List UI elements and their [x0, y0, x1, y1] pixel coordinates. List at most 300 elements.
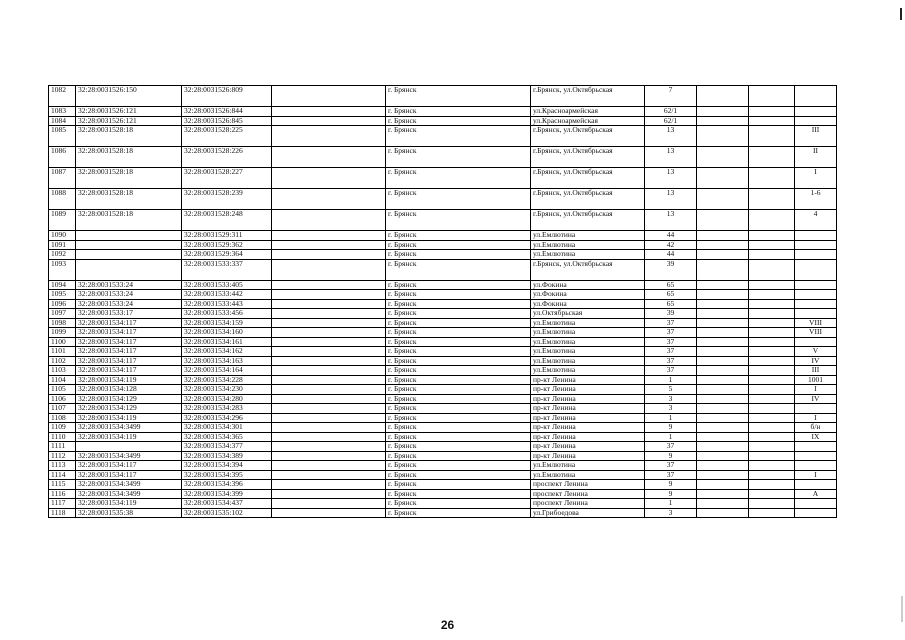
house-number-cell: 1 — [645, 375, 697, 385]
city-cell: г. Брянск — [386, 366, 531, 376]
object-cadastral-number-cell: 32:28:0031533:337 — [182, 259, 272, 280]
object-cadastral-number-cell: 32:28:0031534:280 — [182, 394, 272, 404]
street-address-cell: г.Брянск, ул.Октябрьская — [531, 126, 645, 147]
room-number-cell — [795, 250, 837, 260]
table-row — [49, 126, 837, 147]
blank-cell — [272, 189, 386, 210]
table-row — [49, 107, 837, 117]
parcel-cadastral-number-cell: 32:28:0031534:117 — [76, 328, 182, 338]
room-number-cell: 1001 — [795, 375, 837, 385]
row-number-cell: 1107 — [49, 404, 76, 414]
house-number-cell: 39 — [645, 259, 697, 280]
house-number-cell: 42 — [645, 240, 697, 250]
row-number-cell: 1093 — [49, 259, 76, 280]
object-cadastral-number-cell: 32:28:0031526:809 — [182, 86, 272, 107]
blank-cell — [749, 461, 795, 471]
blank-cell — [697, 375, 749, 385]
city-cell: г. Брянск — [386, 499, 531, 509]
blank-cell — [749, 404, 795, 414]
room-number-cell — [795, 116, 837, 126]
street-address-cell: г.Брянск, ул.Октябрьская — [531, 168, 645, 189]
blank-cell — [697, 432, 749, 442]
row-number-cell: 1094 — [49, 280, 76, 290]
blank-cell — [272, 290, 386, 300]
blank-cell — [749, 451, 795, 461]
blank-cell — [272, 451, 386, 461]
city-cell: г. Брянск — [386, 451, 531, 461]
parcel-cadastral-number-cell: 32:28:0031526:121 — [76, 116, 182, 126]
parcel-cadastral-number-cell — [76, 240, 182, 250]
street-address-cell: ул.Емлютина — [531, 240, 645, 250]
object-cadastral-number-cell: 32:28:0031534:399 — [182, 489, 272, 499]
row-number-cell: 1109 — [49, 423, 76, 433]
object-cadastral-number-cell: 32:28:0031528:225 — [182, 126, 272, 147]
city-cell: г. Брянск — [386, 404, 531, 414]
blank-cell — [749, 86, 795, 107]
blank-cell — [272, 347, 386, 357]
city-cell: г. Брянск — [386, 470, 531, 480]
object-cadastral-number-cell: 32:28:0031534:163 — [182, 356, 272, 366]
street-address-cell: г.Брянск, ул.Октябрьская — [531, 210, 645, 231]
blank-cell — [749, 280, 795, 290]
blank-cell — [749, 366, 795, 376]
city-cell: г. Брянск — [386, 508, 531, 518]
parcel-cadastral-number-cell: 32:28:0031533:24 — [76, 280, 182, 290]
street-address-cell: ул.Емлютина — [531, 366, 645, 376]
blank-cell — [272, 394, 386, 404]
blank-cell — [697, 231, 749, 241]
blank-cell — [697, 280, 749, 290]
house-number-cell: 13 — [645, 126, 697, 147]
blank-cell — [697, 356, 749, 366]
city-cell: г. Брянск — [386, 147, 531, 168]
object-cadastral-number-cell: 32:28:0031529:311 — [182, 231, 272, 241]
row-number-cell: 1097 — [49, 309, 76, 319]
object-cadastral-number-cell: 32:28:0031534:365 — [182, 432, 272, 442]
parcel-cadastral-number-cell: 32:28:0031534:129 — [76, 404, 182, 414]
street-address-cell: ул.Емлютина — [531, 337, 645, 347]
blank-cell — [697, 240, 749, 250]
table-row — [49, 309, 837, 319]
house-number-cell: 9 — [645, 423, 697, 433]
house-number-cell: 3 — [645, 508, 697, 518]
table-row — [49, 356, 837, 366]
blank-cell — [749, 189, 795, 210]
blank-cell — [697, 347, 749, 357]
city-cell: г. Брянск — [386, 250, 531, 260]
table-row — [49, 480, 837, 490]
street-address-cell: ул.Емлютина — [531, 250, 645, 260]
row-number-cell: 1096 — [49, 299, 76, 309]
row-number-cell: 1106 — [49, 394, 76, 404]
parcel-cadastral-number-cell: 32:28:0031534:129 — [76, 394, 182, 404]
blank-cell — [697, 489, 749, 499]
table-row — [49, 337, 837, 347]
parcel-cadastral-number-cell: 32:28:0031534:117 — [76, 461, 182, 471]
street-address-cell: проспект Ленина — [531, 489, 645, 499]
blank-cell — [749, 432, 795, 442]
blank-cell — [272, 107, 386, 117]
table-row — [49, 147, 837, 168]
city-cell: г. Брянск — [386, 210, 531, 231]
object-cadastral-number-cell: 32:28:0031529:364 — [182, 250, 272, 260]
house-number-cell: 37 — [645, 356, 697, 366]
city-cell: г. Брянск — [386, 299, 531, 309]
house-number-cell: 9 — [645, 489, 697, 499]
room-number-cell — [795, 86, 837, 107]
room-number-cell: VIII — [795, 318, 837, 328]
blank-cell — [272, 259, 386, 280]
object-cadastral-number-cell: 32:28:0031534:230 — [182, 385, 272, 395]
row-number-cell: 1082 — [49, 86, 76, 107]
table-row — [49, 299, 837, 309]
city-cell: г. Брянск — [386, 86, 531, 107]
object-cadastral-number-cell: 32:28:0031533:442 — [182, 290, 272, 300]
row-number-cell: 1100 — [49, 337, 76, 347]
city-cell: г. Брянск — [386, 442, 531, 452]
blank-cell — [272, 508, 386, 518]
room-number-cell: А — [795, 489, 837, 499]
blank-cell — [749, 499, 795, 509]
parcel-cadastral-number-cell: 32:28:0031534:3499 — [76, 480, 182, 490]
row-number-cell: 1086 — [49, 147, 76, 168]
table-row — [49, 116, 837, 126]
table-row — [49, 250, 837, 260]
table-row — [49, 259, 837, 280]
blank-cell — [272, 210, 386, 231]
room-number-cell — [795, 259, 837, 280]
row-number-cell: 1115 — [49, 480, 76, 490]
blank-cell — [749, 116, 795, 126]
street-address-cell: ул.Емлютина — [531, 470, 645, 480]
street-address-cell: ул.Емлютина — [531, 347, 645, 357]
row-number-cell: 1116 — [49, 489, 76, 499]
room-number-cell: V — [795, 347, 837, 357]
room-number-cell — [795, 299, 837, 309]
blank-cell — [697, 189, 749, 210]
registry-body — [49, 86, 837, 518]
house-number-cell: 9 — [645, 451, 697, 461]
row-number-cell: 1110 — [49, 432, 76, 442]
house-number-cell: 44 — [645, 231, 697, 241]
parcel-cadastral-number-cell — [76, 259, 182, 280]
street-address-cell: ул.Красноармейская — [531, 107, 645, 117]
parcel-cadastral-number-cell: 32:28:0031534:128 — [76, 385, 182, 395]
row-number-cell: 1091 — [49, 240, 76, 250]
blank-cell — [272, 328, 386, 338]
row-number-cell: 1098 — [49, 318, 76, 328]
blank-cell — [697, 508, 749, 518]
table-row — [49, 508, 837, 518]
room-number-cell — [795, 107, 837, 117]
row-number-cell: 1083 — [49, 107, 76, 117]
street-address-cell: ул.Фокина — [531, 280, 645, 290]
street-address-cell: ул.Емлютина — [531, 318, 645, 328]
room-number-cell — [795, 451, 837, 461]
street-address-cell: пр-кт Ленина — [531, 404, 645, 414]
parcel-cadastral-number-cell: 32:28:0031528:18 — [76, 210, 182, 231]
city-cell: г. Брянск — [386, 480, 531, 490]
blank-cell — [697, 309, 749, 319]
house-number-cell: 9 — [645, 480, 697, 490]
room-number-cell: б/н — [795, 423, 837, 433]
row-number-cell: 1099 — [49, 328, 76, 338]
object-cadastral-number-cell: 32:28:0031528:227 — [182, 168, 272, 189]
row-number-cell: 1101 — [49, 347, 76, 357]
parcel-cadastral-number-cell: 32:28:0031528:18 — [76, 147, 182, 168]
table-row — [49, 168, 837, 189]
row-number-cell: 1112 — [49, 451, 76, 461]
blank-cell — [749, 470, 795, 480]
city-cell: г. Брянск — [386, 461, 531, 471]
street-address-cell: пр-кт Ленина — [531, 413, 645, 423]
blank-cell — [272, 499, 386, 509]
parcel-cadastral-number-cell: 32:28:0031534:3499 — [76, 423, 182, 433]
blank-cell — [272, 126, 386, 147]
parcel-cadastral-number-cell — [76, 231, 182, 241]
blank-cell — [272, 413, 386, 423]
blank-cell — [697, 147, 749, 168]
blank-cell — [697, 250, 749, 260]
room-number-cell — [795, 309, 837, 319]
blank-cell — [272, 404, 386, 414]
house-number-cell: 13 — [645, 210, 697, 231]
object-cadastral-number-cell: 32:28:0031528:239 — [182, 189, 272, 210]
room-number-cell — [795, 480, 837, 490]
blank-cell — [749, 442, 795, 452]
house-number-cell: 13 — [645, 168, 697, 189]
blank-cell — [697, 404, 749, 414]
object-cadastral-number-cell: 32:28:0031528:248 — [182, 210, 272, 231]
blank-cell — [697, 259, 749, 280]
city-cell: г. Брянск — [386, 489, 531, 499]
row-number-cell: 1111 — [49, 442, 76, 452]
row-number-cell: 1092 — [49, 250, 76, 260]
object-cadastral-number-cell: 32:28:0031534:296 — [182, 413, 272, 423]
object-cadastral-number-cell: 32:28:0031534:389 — [182, 451, 272, 461]
row-number-cell: 1117 — [49, 499, 76, 509]
room-number-cell: IV — [795, 394, 837, 404]
blank-cell — [697, 413, 749, 423]
blank-cell — [272, 168, 386, 189]
street-address-cell: ул.Емлютина — [531, 461, 645, 471]
table-row — [49, 489, 837, 499]
parcel-cadastral-number-cell: 32:28:0031526:150 — [76, 86, 182, 107]
street-address-cell: ул.Фокина — [531, 299, 645, 309]
blank-cell — [272, 231, 386, 241]
street-address-cell: г.Брянск, ул.Октябрьская — [531, 189, 645, 210]
parcel-cadastral-number-cell: 32:28:0031533:24 — [76, 290, 182, 300]
blank-cell — [749, 489, 795, 499]
blank-cell — [697, 328, 749, 338]
blank-cell — [749, 356, 795, 366]
street-address-cell: ул.Емлютина — [531, 356, 645, 366]
table-row — [49, 86, 837, 107]
blank-cell — [697, 107, 749, 117]
room-number-cell: I — [795, 168, 837, 189]
blank-cell — [272, 147, 386, 168]
city-cell: г. Брянск — [386, 394, 531, 404]
object-cadastral-number-cell: 32:28:0031533:405 — [182, 280, 272, 290]
house-number-cell: 65 — [645, 280, 697, 290]
house-number-cell: 1 — [645, 413, 697, 423]
object-cadastral-number-cell: 32:28:0031535:102 — [182, 508, 272, 518]
parcel-cadastral-number-cell: 32:28:0031534:119 — [76, 432, 182, 442]
blank-cell — [697, 210, 749, 231]
room-number-cell — [795, 404, 837, 414]
street-address-cell: пр-кт Ленина — [531, 375, 645, 385]
object-cadastral-number-cell: 32:28:0031528:226 — [182, 147, 272, 168]
street-address-cell: пр-кт Ленина — [531, 451, 645, 461]
object-cadastral-number-cell: 32:28:0031534:394 — [182, 461, 272, 471]
blank-cell — [272, 470, 386, 480]
blank-cell — [697, 290, 749, 300]
blank-cell — [272, 86, 386, 107]
row-number-cell: 1084 — [49, 116, 76, 126]
house-number-cell: 1 — [645, 432, 697, 442]
city-cell: г. Брянск — [386, 107, 531, 117]
table-row — [49, 210, 837, 231]
parcel-cadastral-number-cell: 32:28:0031534:119 — [76, 375, 182, 385]
house-number-cell: 39 — [645, 309, 697, 319]
parcel-cadastral-number-cell: 32:28:0031528:18 — [76, 126, 182, 147]
row-number-cell: 1095 — [49, 290, 76, 300]
blank-cell — [749, 210, 795, 231]
parcel-cadastral-number-cell: 32:28:0031534:3499 — [76, 451, 182, 461]
parcel-cadastral-number-cell: 32:28:0031534:117 — [76, 337, 182, 347]
street-address-cell: ул.Октябрьская — [531, 309, 645, 319]
blank-cell — [749, 337, 795, 347]
table-row — [49, 280, 837, 290]
room-number-cell: VIII — [795, 328, 837, 338]
object-cadastral-number-cell: 32:28:0031534:395 — [182, 470, 272, 480]
parcel-cadastral-number-cell: 32:28:0031533:24 — [76, 299, 182, 309]
blank-cell — [272, 442, 386, 452]
object-cadastral-number-cell: 32:28:0031534:162 — [182, 347, 272, 357]
room-number-cell: IV — [795, 356, 837, 366]
room-number-cell: I — [795, 385, 837, 395]
table-row — [49, 442, 837, 452]
room-number-cell — [795, 240, 837, 250]
blank-cell — [697, 394, 749, 404]
blank-cell — [272, 280, 386, 290]
row-number-cell: 1088 — [49, 189, 76, 210]
object-cadastral-number-cell: 32:28:0031533:443 — [182, 299, 272, 309]
blank-cell — [697, 385, 749, 395]
row-number-cell: 1108 — [49, 413, 76, 423]
blank-cell — [749, 107, 795, 117]
blank-cell — [697, 116, 749, 126]
blank-cell — [749, 240, 795, 250]
blank-cell — [272, 461, 386, 471]
blank-cell — [749, 394, 795, 404]
blank-cell — [697, 337, 749, 347]
blank-cell — [272, 116, 386, 126]
row-number-cell: 1103 — [49, 366, 76, 376]
table-row — [49, 385, 837, 395]
table-row — [49, 470, 837, 480]
blank-cell — [697, 126, 749, 147]
blank-cell — [749, 318, 795, 328]
parcel-cadastral-number-cell: 32:28:0031534:117 — [76, 347, 182, 357]
blank-cell — [697, 461, 749, 471]
blank-cell — [272, 480, 386, 490]
blank-cell — [272, 299, 386, 309]
row-number-cell: 1114 — [49, 470, 76, 480]
street-address-cell: пр-кт Ленина — [531, 385, 645, 395]
blank-cell — [697, 423, 749, 433]
house-number-cell: 37 — [645, 318, 697, 328]
room-number-cell: III — [795, 366, 837, 376]
blank-cell — [272, 375, 386, 385]
row-number-cell: 1113 — [49, 461, 76, 471]
table-row — [49, 451, 837, 461]
house-number-cell: 37 — [645, 337, 697, 347]
object-cadastral-number-cell: 32:28:0031534:437 — [182, 499, 272, 509]
object-cadastral-number-cell: 32:28:0031534:160 — [182, 328, 272, 338]
parcel-cadastral-number-cell: 32:28:0031534:117 — [76, 366, 182, 376]
blank-cell — [272, 240, 386, 250]
table-row — [49, 394, 837, 404]
city-cell: г. Брянск — [386, 231, 531, 241]
blank-cell — [749, 480, 795, 490]
parcel-cadastral-number-cell: 32:28:0031534:119 — [76, 413, 182, 423]
blank-cell — [749, 309, 795, 319]
row-number-cell: 1102 — [49, 356, 76, 366]
city-cell: г. Брянск — [386, 347, 531, 357]
blank-cell — [697, 442, 749, 452]
row-number-cell: 1085 — [49, 126, 76, 147]
city-cell: г. Брянск — [386, 280, 531, 290]
city-cell: г. Брянск — [386, 240, 531, 250]
city-cell: г. Брянск — [386, 318, 531, 328]
house-number-cell: 13 — [645, 147, 697, 168]
table-row — [49, 499, 837, 509]
city-cell: г. Брянск — [386, 328, 531, 338]
house-number-cell: 65 — [645, 290, 697, 300]
house-number-cell: 65 — [645, 299, 697, 309]
room-number-cell: II — [795, 147, 837, 168]
parcel-cadastral-number-cell: 32:28:0031535:38 — [76, 508, 182, 518]
blank-cell — [749, 168, 795, 189]
object-cadastral-number-cell: 32:28:0031534:396 — [182, 480, 272, 490]
table-row — [49, 318, 837, 328]
city-cell: г. Брянск — [386, 385, 531, 395]
blank-cell — [272, 489, 386, 499]
blank-cell — [697, 318, 749, 328]
street-address-cell: проспект Ленина — [531, 499, 645, 509]
room-number-cell: III — [795, 126, 837, 147]
row-number-cell: 1090 — [49, 231, 76, 241]
street-address-cell: пр-кт Ленина — [531, 432, 645, 442]
house-number-cell: 62/1 — [645, 107, 697, 117]
blank-cell — [272, 250, 386, 260]
city-cell: г. Брянск — [386, 126, 531, 147]
blank-cell — [749, 299, 795, 309]
city-cell: г. Брянск — [386, 375, 531, 385]
house-number-cell: 1 — [645, 499, 697, 509]
street-address-cell: ул.Емлютина — [531, 231, 645, 241]
room-number-cell: 4 — [795, 210, 837, 231]
table-row — [49, 189, 837, 210]
object-cadastral-number-cell: 32:28:0031526:844 — [182, 107, 272, 117]
blank-cell — [272, 356, 386, 366]
street-address-cell: ул.Красноармейская — [531, 116, 645, 126]
room-number-cell — [795, 508, 837, 518]
object-cadastral-number-cell: 32:28:0031534:377 — [182, 442, 272, 452]
room-number-cell — [795, 499, 837, 509]
room-number-cell: 1-6 — [795, 189, 837, 210]
